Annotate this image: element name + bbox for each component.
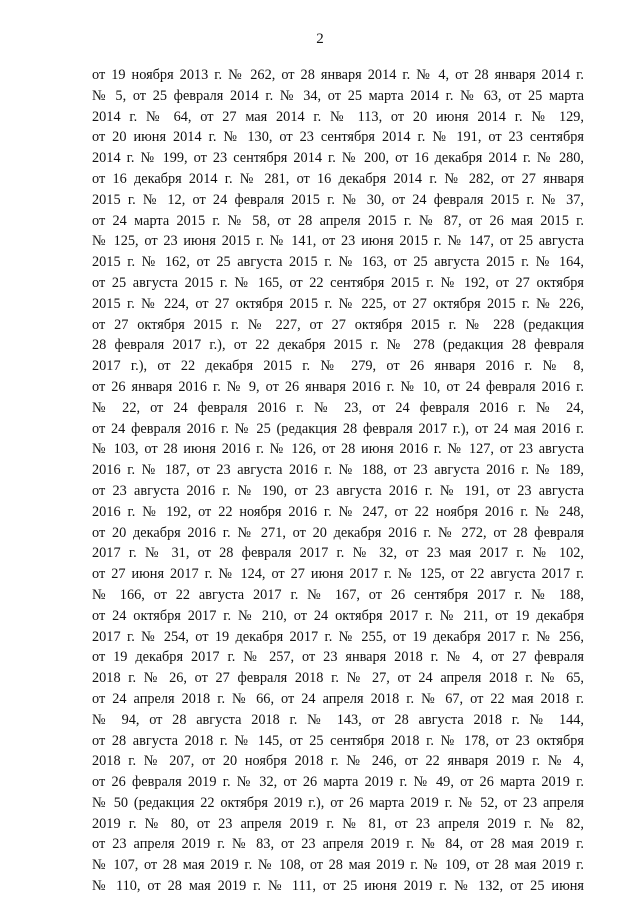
text-line: 28 февраля 2017 г.), от 22 декабря 2015 г. № 278 (редакция 28 февраля <box>92 337 584 354</box>
text-line: № 22, от 24 февраля 2016 г. № 23, от 24 февраля 2016 г. № 24, <box>92 399 584 416</box>
text-line: 2015 г. № 162, от 25 августа 2015 г. № 163, от 25 августа 2015 г. № 164, <box>92 254 584 271</box>
text-line: от 20 июня 2014 г. № 130, от 23 сентября 2014 г. № 191, от 23 сентября <box>92 129 584 146</box>
text-line: № 94, от 28 августа 2018 г. № 143, от 28 августа 2018 г. № 144, <box>92 711 584 728</box>
text-line: 2018 г. № 26, от 27 февраля 2018 г. № 27, от 24 апреля 2018 г. № 65, <box>92 670 584 687</box>
text-line: № 107, от 28 мая 2019 г. № 108, от 28 мая 2019 г. № 109, от 28 мая 2019 г. <box>92 857 584 874</box>
text-line: 2018 г. № 207, от 20 ноября 2018 г. № 246, от 22 января 2019 г. № 4, <box>92 753 584 770</box>
page-number: 2 <box>316 31 324 47</box>
text-line: от 19 декабря 2017 г. № 257, от 23 января 2018 г. № 4, от 27 февраля <box>92 649 584 666</box>
text-line: 2017 г. № 254, от 19 декабря 2017 г. № 255, от 19 декабря 2017 г. № 256, <box>92 628 584 645</box>
text-line: от 20 декабря 2016 г. № 271, от 20 декабря 2016 г. № 272, от 28 февраля <box>92 524 584 541</box>
text-line: № 110, от 28 мая 2019 г. № 111, от 25 июня 2019 г. № 132, от 25 июня <box>92 878 584 895</box>
text-line: 2017 г. № 31, от 28 февраля 2017 г. № 32, от 23 мая 2017 г. № 102, <box>92 545 584 562</box>
text-line: от 25 августа 2015 г. № 165, от 22 сентября 2015 г. № 192, от 27 октября <box>92 274 584 291</box>
text-line: № 50 (редакция 22 октября 2019 г.), от 26 марта 2019 г. № 52, от 23 апреля <box>92 794 584 811</box>
text-line: от 28 августа 2018 г. № 145, от 25 сентября 2018 г. № 178, от 23 октября <box>92 732 584 749</box>
text-line: от 24 февраля 2016 г. № 25 (редакция 28 февраля 2017 г.), от 24 мая 2016 г. <box>92 420 584 437</box>
body-text <box>92 65 584 897</box>
text-line: № 166, от 22 августа 2017 г. № 167, от 26 сентября 2017 г. № 188, <box>92 586 584 603</box>
text-line: 2016 г. № 187, от 23 августа 2016 г. № 188, от 23 августа 2016 г. № 189, <box>92 462 584 479</box>
text-line: от 24 марта 2015 г. № 58, от 28 апреля 2015 г. № 87, от 26 мая 2015 г. <box>92 212 584 229</box>
text-line: № 5, от 25 февраля 2014 г. № 34, от 25 марта 2014 г. № 63, от 25 марта <box>92 87 584 104</box>
text-line: № 103, от 28 июня 2016 г. № 126, от 28 июня 2016 г. № 127, от 23 августа <box>92 441 584 458</box>
text-line: 2015 г. № 12, от 24 февраля 2015 г. № 30, от 24 февраля 2015 г. № 37, <box>92 191 584 208</box>
text-line: от 23 апреля 2019 г. № 83, от 23 апреля 2019 г. № 84, от 28 мая 2019 г. <box>92 836 584 853</box>
text-line: 2015 г. № 224, от 27 октября 2015 г. № 225, от 27 октября 2015 г. № 226, <box>92 295 584 312</box>
text-line: от 24 октября 2017 г. № 210, от 24 октября 2017 г. № 211, от 19 декабря <box>92 607 584 624</box>
text-line: от 27 октября 2015 г. № 227, от 27 октября 2015 г. № 228 (редакция <box>92 316 584 333</box>
text-line: от 24 апреля 2018 г. № 66, от 24 апреля 2018 г. № 67, от 22 мая 2018 г. <box>92 690 584 707</box>
text-line: 2016 г. № 192, от 22 ноября 2016 г. № 247, от 22 ноября 2016 г. № 248, <box>92 503 584 520</box>
text-line: от 27 июня 2017 г. № 124, от 27 июня 2017 г. № 125, от 22 августа 2017 г. <box>92 566 584 583</box>
text-line: от 26 февраля 2019 г. № 32, от 26 марта 2019 г. № 49, от 26 марта 2019 г. <box>92 774 584 791</box>
text-line: от 23 августа 2016 г. № 190, от 23 августа 2016 г. № 191, от 23 августа <box>92 482 584 499</box>
text-line: 2014 г. № 64, от 27 мая 2014 г. № 113, от 20 июня 2014 г. № 129, <box>92 108 584 125</box>
text-line: 2014 г. № 199, от 23 сентября 2014 г. № 200, от 16 декабря 2014 г. № 280, <box>92 150 584 167</box>
text-line: 2019 г. № 80, от 23 апреля 2019 г. № 81, от 23 апреля 2019 г. № 82, <box>92 815 584 832</box>
text-line: № 125, от 23 июня 2015 г. № 141, от 23 июня 2015 г. № 147, от 25 августа <box>92 233 584 250</box>
text-line: от 19 ноября 2013 г. № 262, от 28 января 2014 г. № 4, от 28 января 2014 г. <box>92 67 584 83</box>
text-line: от 16 декабря 2014 г. № 281, от 16 декабря 2014 г. № 282, от 27 января <box>92 170 584 187</box>
text-line: 2017 г.), от 22 декабря 2015 г. № 279, от 26 января 2016 г. № 8, <box>92 358 584 375</box>
text-line: от 26 января 2016 г. № 9, от 26 января 2016 г. № 10, от 24 февраля 2016 г. <box>92 378 584 395</box>
